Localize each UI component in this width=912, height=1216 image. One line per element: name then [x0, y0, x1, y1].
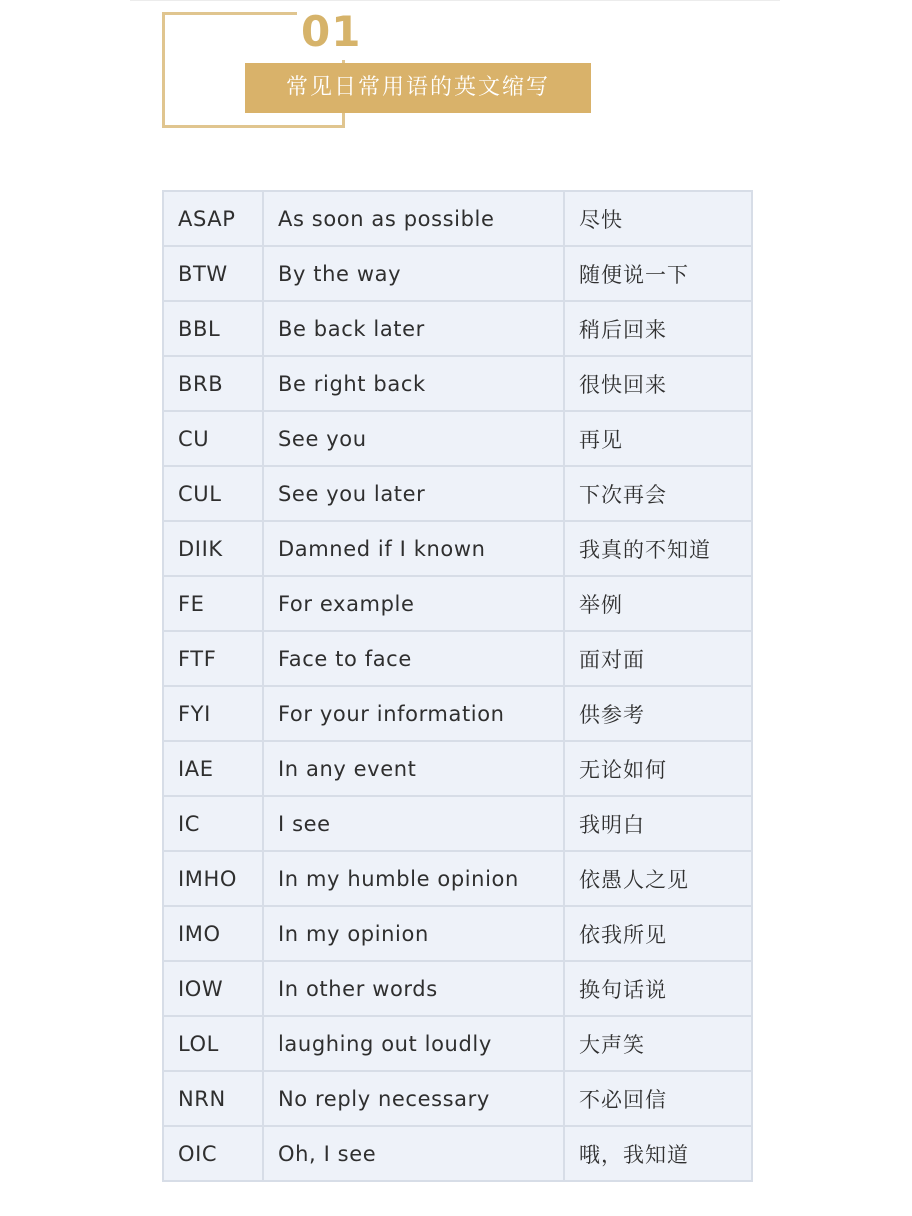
- table-row: [163, 1016, 752, 1071]
- abbreviation-cell: FE: [163, 576, 263, 631]
- chinese-meaning-cell: 依我所见: [564, 906, 752, 961]
- table-row: [163, 1126, 752, 1181]
- table-row: [163, 521, 752, 576]
- chinese-meaning-cell: 哦，我知道: [564, 1126, 752, 1181]
- english-meaning-cell: Damned if I known: [263, 521, 564, 576]
- table-row: [163, 301, 752, 356]
- chinese-meaning-cell: 下次再会: [564, 466, 752, 521]
- table-row: [163, 576, 752, 631]
- english-meaning-cell: For your information: [263, 686, 564, 741]
- abbreviation-cell: ASAP: [163, 191, 263, 246]
- english-meaning-cell: For example: [263, 576, 564, 631]
- chinese-meaning-cell: 很快回来: [564, 356, 752, 411]
- abbreviation-cell: IMO: [163, 906, 263, 961]
- table-row: [163, 961, 752, 1016]
- chinese-meaning-cell: 我明白: [564, 796, 752, 851]
- english-meaning-cell: Be back later: [263, 301, 564, 356]
- chinese-meaning-cell: 尽快: [564, 191, 752, 246]
- abbreviation-cell: NRN: [163, 1071, 263, 1126]
- english-meaning-cell: In my humble opinion: [263, 851, 564, 906]
- english-meaning-cell: As soon as possible: [263, 191, 564, 246]
- abbreviation-table-body: [163, 191, 752, 1181]
- abbreviation-cell: CUL: [163, 466, 263, 521]
- abbreviation-cell: BRB: [163, 356, 263, 411]
- english-meaning-cell: See you later: [263, 466, 564, 521]
- abbreviation-cell: BTW: [163, 246, 263, 301]
- chinese-meaning-cell: 无论如何: [564, 741, 752, 796]
- english-meaning-cell: By the way: [263, 246, 564, 301]
- english-meaning-cell: In other words: [263, 961, 564, 1016]
- chinese-meaning-cell: 大声笑: [564, 1016, 752, 1071]
- abbreviation-cell: IC: [163, 796, 263, 851]
- english-meaning-cell: In my opinion: [263, 906, 564, 961]
- table-row: [163, 686, 752, 741]
- chinese-meaning-cell: 不必回信: [564, 1071, 752, 1126]
- abbreviation-cell: FYI: [163, 686, 263, 741]
- chinese-meaning-cell: 再见: [564, 411, 752, 466]
- table-row: [163, 796, 752, 851]
- english-meaning-cell: In any event: [263, 741, 564, 796]
- abbreviation-cell: IMHO: [163, 851, 263, 906]
- chinese-meaning-cell: 稍后回来: [564, 301, 752, 356]
- abbreviation-cell: FTF: [163, 631, 263, 686]
- table-row: [163, 411, 752, 466]
- english-meaning-cell: See you: [263, 411, 564, 466]
- english-meaning-cell: I see: [263, 796, 564, 851]
- table-row: [163, 851, 752, 906]
- table-row: [163, 466, 752, 521]
- table-row: [163, 356, 752, 411]
- abbreviation-cell: BBL: [163, 301, 263, 356]
- table-row: [163, 906, 752, 961]
- abbreviation-cell: CU: [163, 411, 263, 466]
- abbreviation-table: [162, 190, 753, 1182]
- english-meaning-cell: Face to face: [263, 631, 564, 686]
- chinese-meaning-cell: 供参考: [564, 686, 752, 741]
- english-meaning-cell: Be right back: [263, 356, 564, 411]
- abbreviation-cell: OIC: [163, 1126, 263, 1181]
- abbreviation-cell: DIIK: [163, 521, 263, 576]
- english-meaning-cell: No reply necessary: [263, 1071, 564, 1126]
- chinese-meaning-cell: 随便说一下: [564, 246, 752, 301]
- abbreviation-cell: LOL: [163, 1016, 263, 1071]
- chinese-meaning-cell: 换句话说: [564, 961, 752, 1016]
- top-divider: [130, 0, 780, 1]
- table-row: [163, 191, 752, 246]
- english-meaning-cell: Oh, I see: [263, 1126, 564, 1181]
- section-title-banner: 常见日常用语的英文缩写: [245, 63, 591, 113]
- table-row: [163, 741, 752, 796]
- abbreviation-cell: IOW: [163, 961, 263, 1016]
- table-row: [163, 246, 752, 301]
- table-row: [163, 1071, 752, 1126]
- table-row: [163, 631, 752, 686]
- english-meaning-cell: laughing out loudly: [263, 1016, 564, 1071]
- chinese-meaning-cell: 依愚人之见: [564, 851, 752, 906]
- chinese-meaning-cell: 面对面: [564, 631, 752, 686]
- section-number: 01: [297, 4, 365, 60]
- chinese-meaning-cell: 我真的不知道: [564, 521, 752, 576]
- chinese-meaning-cell: 举例: [564, 576, 752, 631]
- abbreviation-cell: IAE: [163, 741, 263, 796]
